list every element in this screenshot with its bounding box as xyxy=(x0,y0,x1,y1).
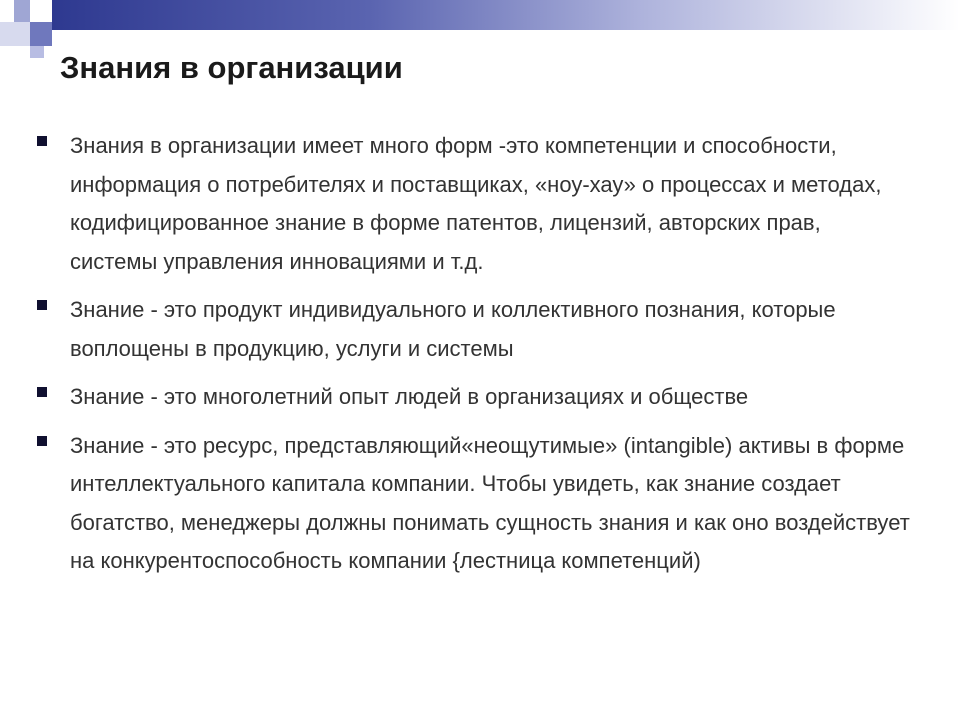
bullet-item xyxy=(34,127,914,281)
decor-square xyxy=(30,46,44,58)
bullet-item xyxy=(34,291,914,368)
bullet-item xyxy=(34,427,914,581)
bullet-text: Знания в организации имеет много форм -это компетенции и способности, информация о потребителях и поставщиках, «ноу-хау» о процессах и методах, кодифицированное знание в форме патентов, лицензий, авторских прав, системы управления инновациями и т.д. xyxy=(70,133,882,274)
bullet-item xyxy=(34,378,914,417)
bullet-text: Знание - это продукт индивидуального и коллективного познания, которые воплощены в продукцию, услуги и системы xyxy=(70,297,836,361)
decor-square xyxy=(0,22,30,46)
square-bullet-icon xyxy=(37,300,47,310)
top-gradient-bar xyxy=(52,0,960,30)
square-bullet-icon xyxy=(37,436,47,446)
bullet-text: Знание - это многолетний опыт людей в организациях и обществе xyxy=(70,384,749,409)
bullet-text: Знание - это ресурс, представляющий«неощутимые» (intangible) активы в форме интеллектуального капитала компании. Чтобы увидеть, как знание создает богатство, менеджеры должны понимать сущность знания и как оно воздействует на конкурентоспособность компании {лестница компетенций) xyxy=(70,432,910,573)
square-bullet-icon xyxy=(37,387,47,397)
slide-title: Знания в организации xyxy=(60,50,403,85)
decor-square xyxy=(30,22,52,46)
square-bullet-icon xyxy=(37,136,47,146)
bullet-list xyxy=(34,127,914,591)
decor-square xyxy=(14,0,30,22)
decor-square xyxy=(30,0,52,22)
